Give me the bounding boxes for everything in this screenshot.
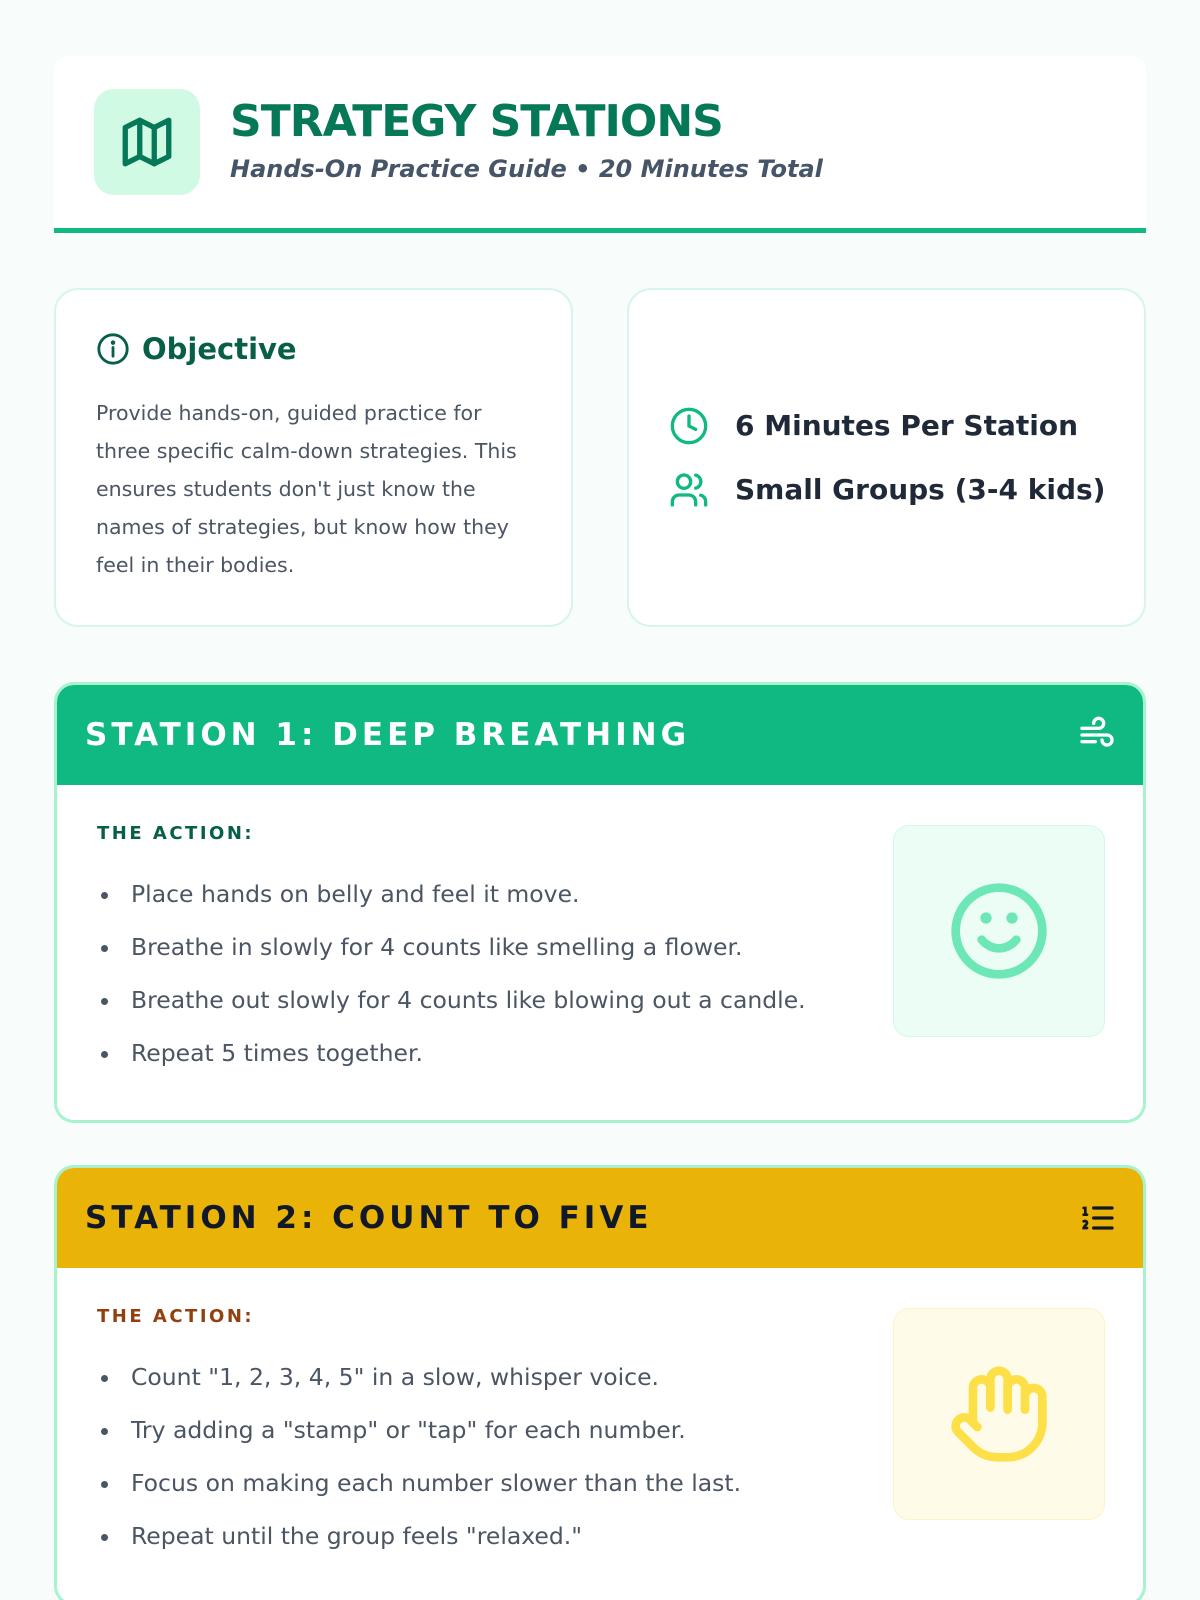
station-illustration: [893, 1308, 1105, 1520]
station-content: [97, 823, 806, 1080]
objective-card: [54, 288, 573, 627]
header-icon-tile: [94, 89, 200, 195]
clock-icon: [669, 406, 709, 446]
action-list: [97, 868, 806, 1080]
list-item: Count "1, 2, 3, 4, 5" in a slow, whisper voice.: [97, 1351, 741, 1404]
list-item: Breathe out slowly for 4 counts like blowing out a candle.: [97, 974, 806, 1027]
action-list: [97, 1351, 741, 1563]
logistics-text: 6 Minutes Per Station: [735, 409, 1079, 442]
numbered-list-icon: [1077, 1198, 1117, 1238]
objective-body: Provide hands-on, guided practice for three specific calm-down strategies. This ensures students don't just know the names of strategies, but know how they feel in their bodies.: [96, 401, 517, 577]
hand-icon: [947, 1362, 1051, 1466]
page-title: STRATEGY STATIONS: [230, 95, 723, 147]
list-item: Try adding a "stamp" or "tap" for each number.: [97, 1404, 741, 1457]
station-card-1: [54, 682, 1146, 1123]
users-icon: [669, 470, 709, 510]
logistics-item: [669, 406, 1144, 446]
info-row: [54, 288, 1146, 627]
station-title: STATION 1: DEEP BREATHING: [85, 717, 691, 753]
objective-title: Objective: [142, 332, 297, 366]
list-item: Focus on making each number slower than the last.: [97, 1457, 741, 1510]
wind-icon: [1077, 715, 1117, 755]
list-item: Place hands on belly and feel it move.: [97, 868, 806, 921]
info-icon: [96, 332, 130, 366]
page-header: [54, 56, 1146, 233]
map-icon: [118, 113, 176, 171]
logistics-item: [669, 470, 1144, 510]
action-label: THE ACTION:: [97, 823, 255, 844]
smile-icon: [947, 879, 1051, 983]
station-header: [57, 1168, 1143, 1268]
logistics-card: [627, 288, 1146, 627]
station-body: [57, 1268, 1143, 1600]
station-body: [57, 785, 1143, 1120]
station-title: STATION 2: COUNT TO FIVE: [85, 1200, 653, 1236]
station-card-2: [54, 1165, 1146, 1600]
page-subtitle: Hands-On Practice Guide • 20 Minutes Total: [230, 154, 823, 183]
logistics-text: Small Groups (3-4 kids): [735, 473, 1106, 506]
station-illustration: [893, 825, 1105, 1037]
list-item: Repeat 5 times together.: [97, 1027, 806, 1080]
action-label: THE ACTION:: [97, 1306, 255, 1327]
list-item: Repeat until the group feels "relaxed.": [97, 1510, 741, 1563]
station-content: [97, 1306, 741, 1563]
station-header: [57, 685, 1143, 785]
page: [54, 56, 1146, 1600]
list-item: Breathe in slowly for 4 counts like smelling a flower.: [97, 921, 806, 974]
